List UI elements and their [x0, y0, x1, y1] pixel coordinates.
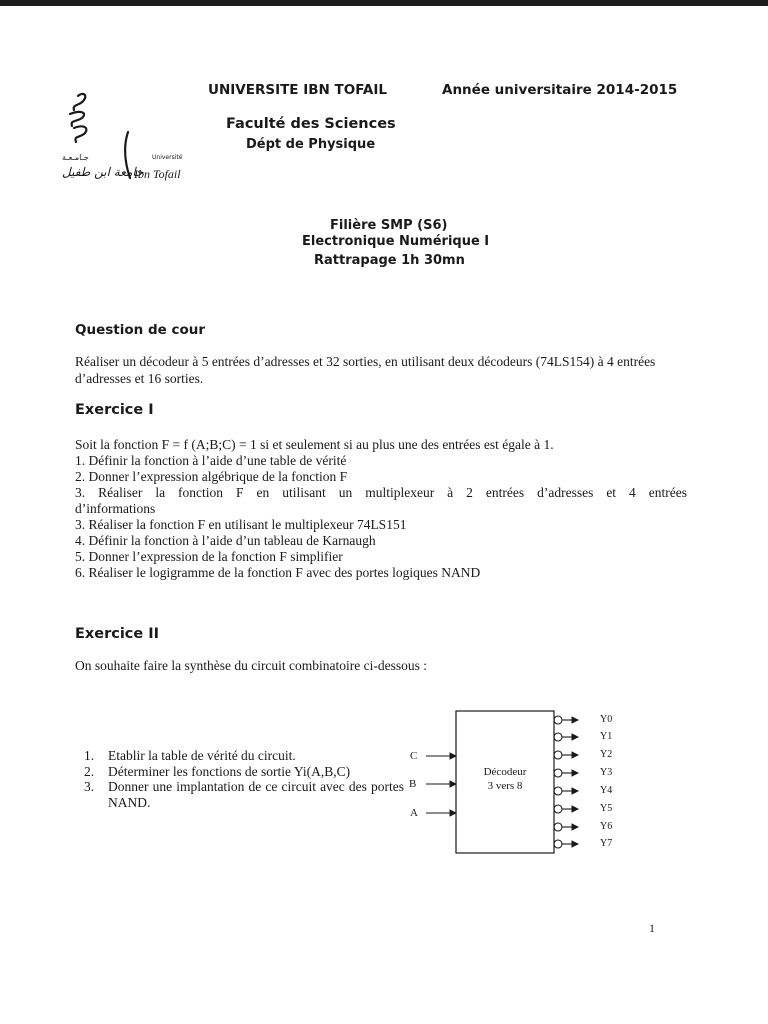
- filiere-label: Filière SMP (S6): [330, 218, 448, 233]
- logo-arabic-top: جـامـعـة: [62, 153, 89, 162]
- list-item: 3. Réaliser la fonction F en utilisant un multiplexeur à 2 entrées d’adresses et 4 entrées: [75, 485, 687, 500]
- decoder-label-line1: Décodeur: [483, 766, 527, 778]
- list-item: [84, 779, 404, 810]
- decoder-diagram: [396, 700, 636, 860]
- input-label-c: C: [410, 750, 418, 762]
- list-number: 3.: [84, 779, 95, 794]
- list-item: d’informations: [75, 501, 156, 516]
- exercice1-statement: Soit la fonction F = f (A;B;C) = 1 si et seulement si au plus une des entrées est égale à 1.: [75, 437, 554, 452]
- exercice1-title: Exercice I: [75, 402, 154, 418]
- list-item: 2. Donner l’expression algébrique de la fonction F: [75, 469, 348, 484]
- module-title: Electronique Numérique I: [302, 234, 490, 249]
- list-item: 1. Définir la fonction à l’aide d’une table de vérité: [75, 453, 347, 468]
- output-label-y7: Y7: [600, 838, 613, 849]
- list-item: 6. Réaliser le logigramme de la fonction F avec des portes logiques NAND: [75, 565, 481, 580]
- exercice2-title: Exercice II: [75, 626, 160, 642]
- list-item: 5. Donner l’expression de la fonction F simplifier: [75, 549, 343, 564]
- list-number: 1.: [84, 748, 95, 763]
- exercice2-list: [84, 748, 404, 810]
- output-label-y1: Y1: [600, 731, 613, 742]
- department-name: Dépt de Physique: [246, 137, 376, 152]
- input-label-b: B: [409, 778, 417, 790]
- university-logo: [60, 88, 188, 184]
- scan-top-border: [0, 0, 768, 6]
- output-label-y4: Y4: [600, 785, 613, 796]
- list-item: 4. Définir la fonction à l’aide d’un tableau de Karnaugh: [75, 533, 376, 548]
- logo-latin-script: Ibn Tofail: [134, 167, 181, 181]
- question-cours-title: Question de cour: [75, 322, 206, 338]
- input-label-a: A: [410, 807, 418, 819]
- output-label-y0: Y0: [600, 714, 613, 725]
- output-label-y2: Y2: [600, 749, 613, 760]
- decoder-label-line2: 3 vers 8: [487, 780, 523, 792]
- academic-year: Année universitaire 2014-2015: [442, 82, 678, 98]
- university-name: UNIVERSITE IBN TOFAIL: [208, 82, 387, 98]
- list-text: Etablir la table de vérité du circuit.: [108, 748, 296, 763]
- output-label-y6: Y6: [600, 821, 613, 832]
- faculty-name: Faculté des Sciences: [226, 116, 396, 132]
- list-number: 2.: [84, 763, 95, 779]
- question-cours-text: Réaliser un décodeur à 5 entrées d’adresses et 32 sorties, en utilisant deux décodeurs (74LS154) à 4 entrées d’adresses et 16 sorties.: [75, 354, 656, 386]
- output-label-y3: Y3: [600, 767, 613, 778]
- list-item: [84, 748, 404, 764]
- list-item: 3. Réaliser la fonction F en utilisant le multiplexeur 74LS151: [75, 517, 407, 532]
- output-label-y5: Y5: [600, 803, 613, 814]
- logo-arabic-name: جامعة ابن طفيل: [62, 165, 144, 179]
- list-text: Déterminer les fonctions de sortie Yi(A,B,C): [108, 763, 351, 779]
- logo-latin-small: Université: [152, 154, 183, 161]
- page-number: 1: [649, 921, 655, 935]
- list-item: [84, 764, 404, 780]
- exercice1-body: [75, 437, 687, 581]
- session-label: Rattrapage 1h 30mn: [314, 253, 465, 268]
- list-text: Donner une implantation de ce circuit avec des portes NAND.: [108, 779, 404, 810]
- exercice2-intro: On souhaite faire la synthèse du circuit combinatoire ci-dessous :: [75, 658, 428, 673]
